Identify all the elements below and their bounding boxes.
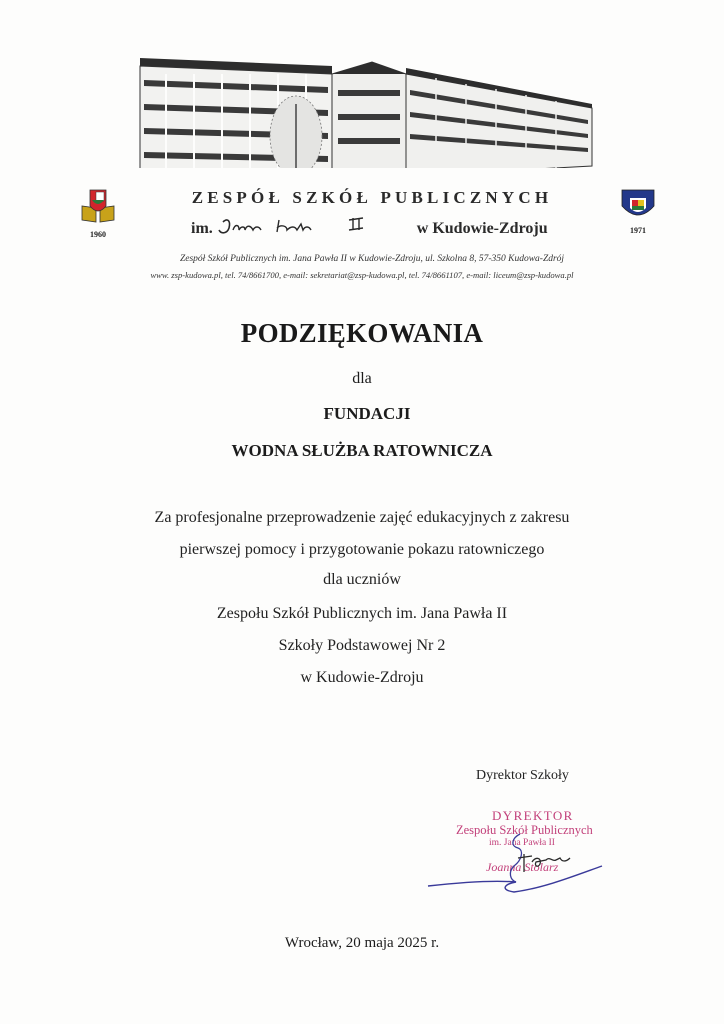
body-line: pierwszej pomocy i przygotowanie pokazu ratowniczego <box>179 541 545 558</box>
school-subtitle <box>191 220 548 238</box>
body-line: Szkoły Podstawowej Nr 2 <box>278 637 446 654</box>
subtitle-prefix: im. <box>191 220 213 237</box>
school-building-image <box>136 44 596 176</box>
stamp-line-4: Joanna Stolarz <box>486 860 559 874</box>
document-date: Wrocław, 20 maja 2025 r. <box>284 935 440 951</box>
body-line: dla uczniów <box>323 571 401 588</box>
signer-title: Dyrektor Szkoły <box>476 768 569 783</box>
school-crest-right-icon <box>620 186 656 224</box>
body-line: w Kudowie-Zdroju <box>300 669 424 686</box>
stamp-line-3: im. Jana Pawła II <box>489 838 555 848</box>
for-label: dla <box>352 370 372 387</box>
school-address: Zespół Szkół Publicznych im. Jana Pawła II w Kudowie-Zdroju, ul. Szkolna 8, 57-350 Kudowa-Zdrój <box>179 254 565 264</box>
stamp-line-2: Zespołu Szkół Publicznych <box>456 823 593 837</box>
director-signature <box>424 832 614 896</box>
school-contact: www. zsp-kudowa.pl, tel. 74/8661700, e-mail: sekretariat@zsp-kudowa.pl, tel. 74/8661107, e-mail: liceum@zsp-kudowa.pl <box>150 270 574 280</box>
recipient-line-2: WODNA SŁUŻBA RATOWNICZA <box>231 441 493 460</box>
recipient-line-1: FUNDACJI <box>323 404 411 423</box>
patron-handwritten-signature <box>217 216 397 238</box>
subtitle-suffix: w Kudowie-Zdroju <box>416 220 548 237</box>
stamp-line-1: DYREKTOR <box>492 808 574 823</box>
year-left-label: 1960 <box>90 230 106 239</box>
year-right-label: 1971 <box>630 226 646 235</box>
body-line: Zespołu Szkół Publicznych im. Jana Pawła II <box>216 605 508 622</box>
school-name-heading: ZESPÓŁ SZKÓŁ PUBLICZNYCH <box>191 188 553 207</box>
document-title: PODZIĘKOWANIA <box>240 318 484 348</box>
body-line: Za profesjonalne przeprowadzenie zajęć edukacyjnych z zakresu <box>154 509 570 526</box>
